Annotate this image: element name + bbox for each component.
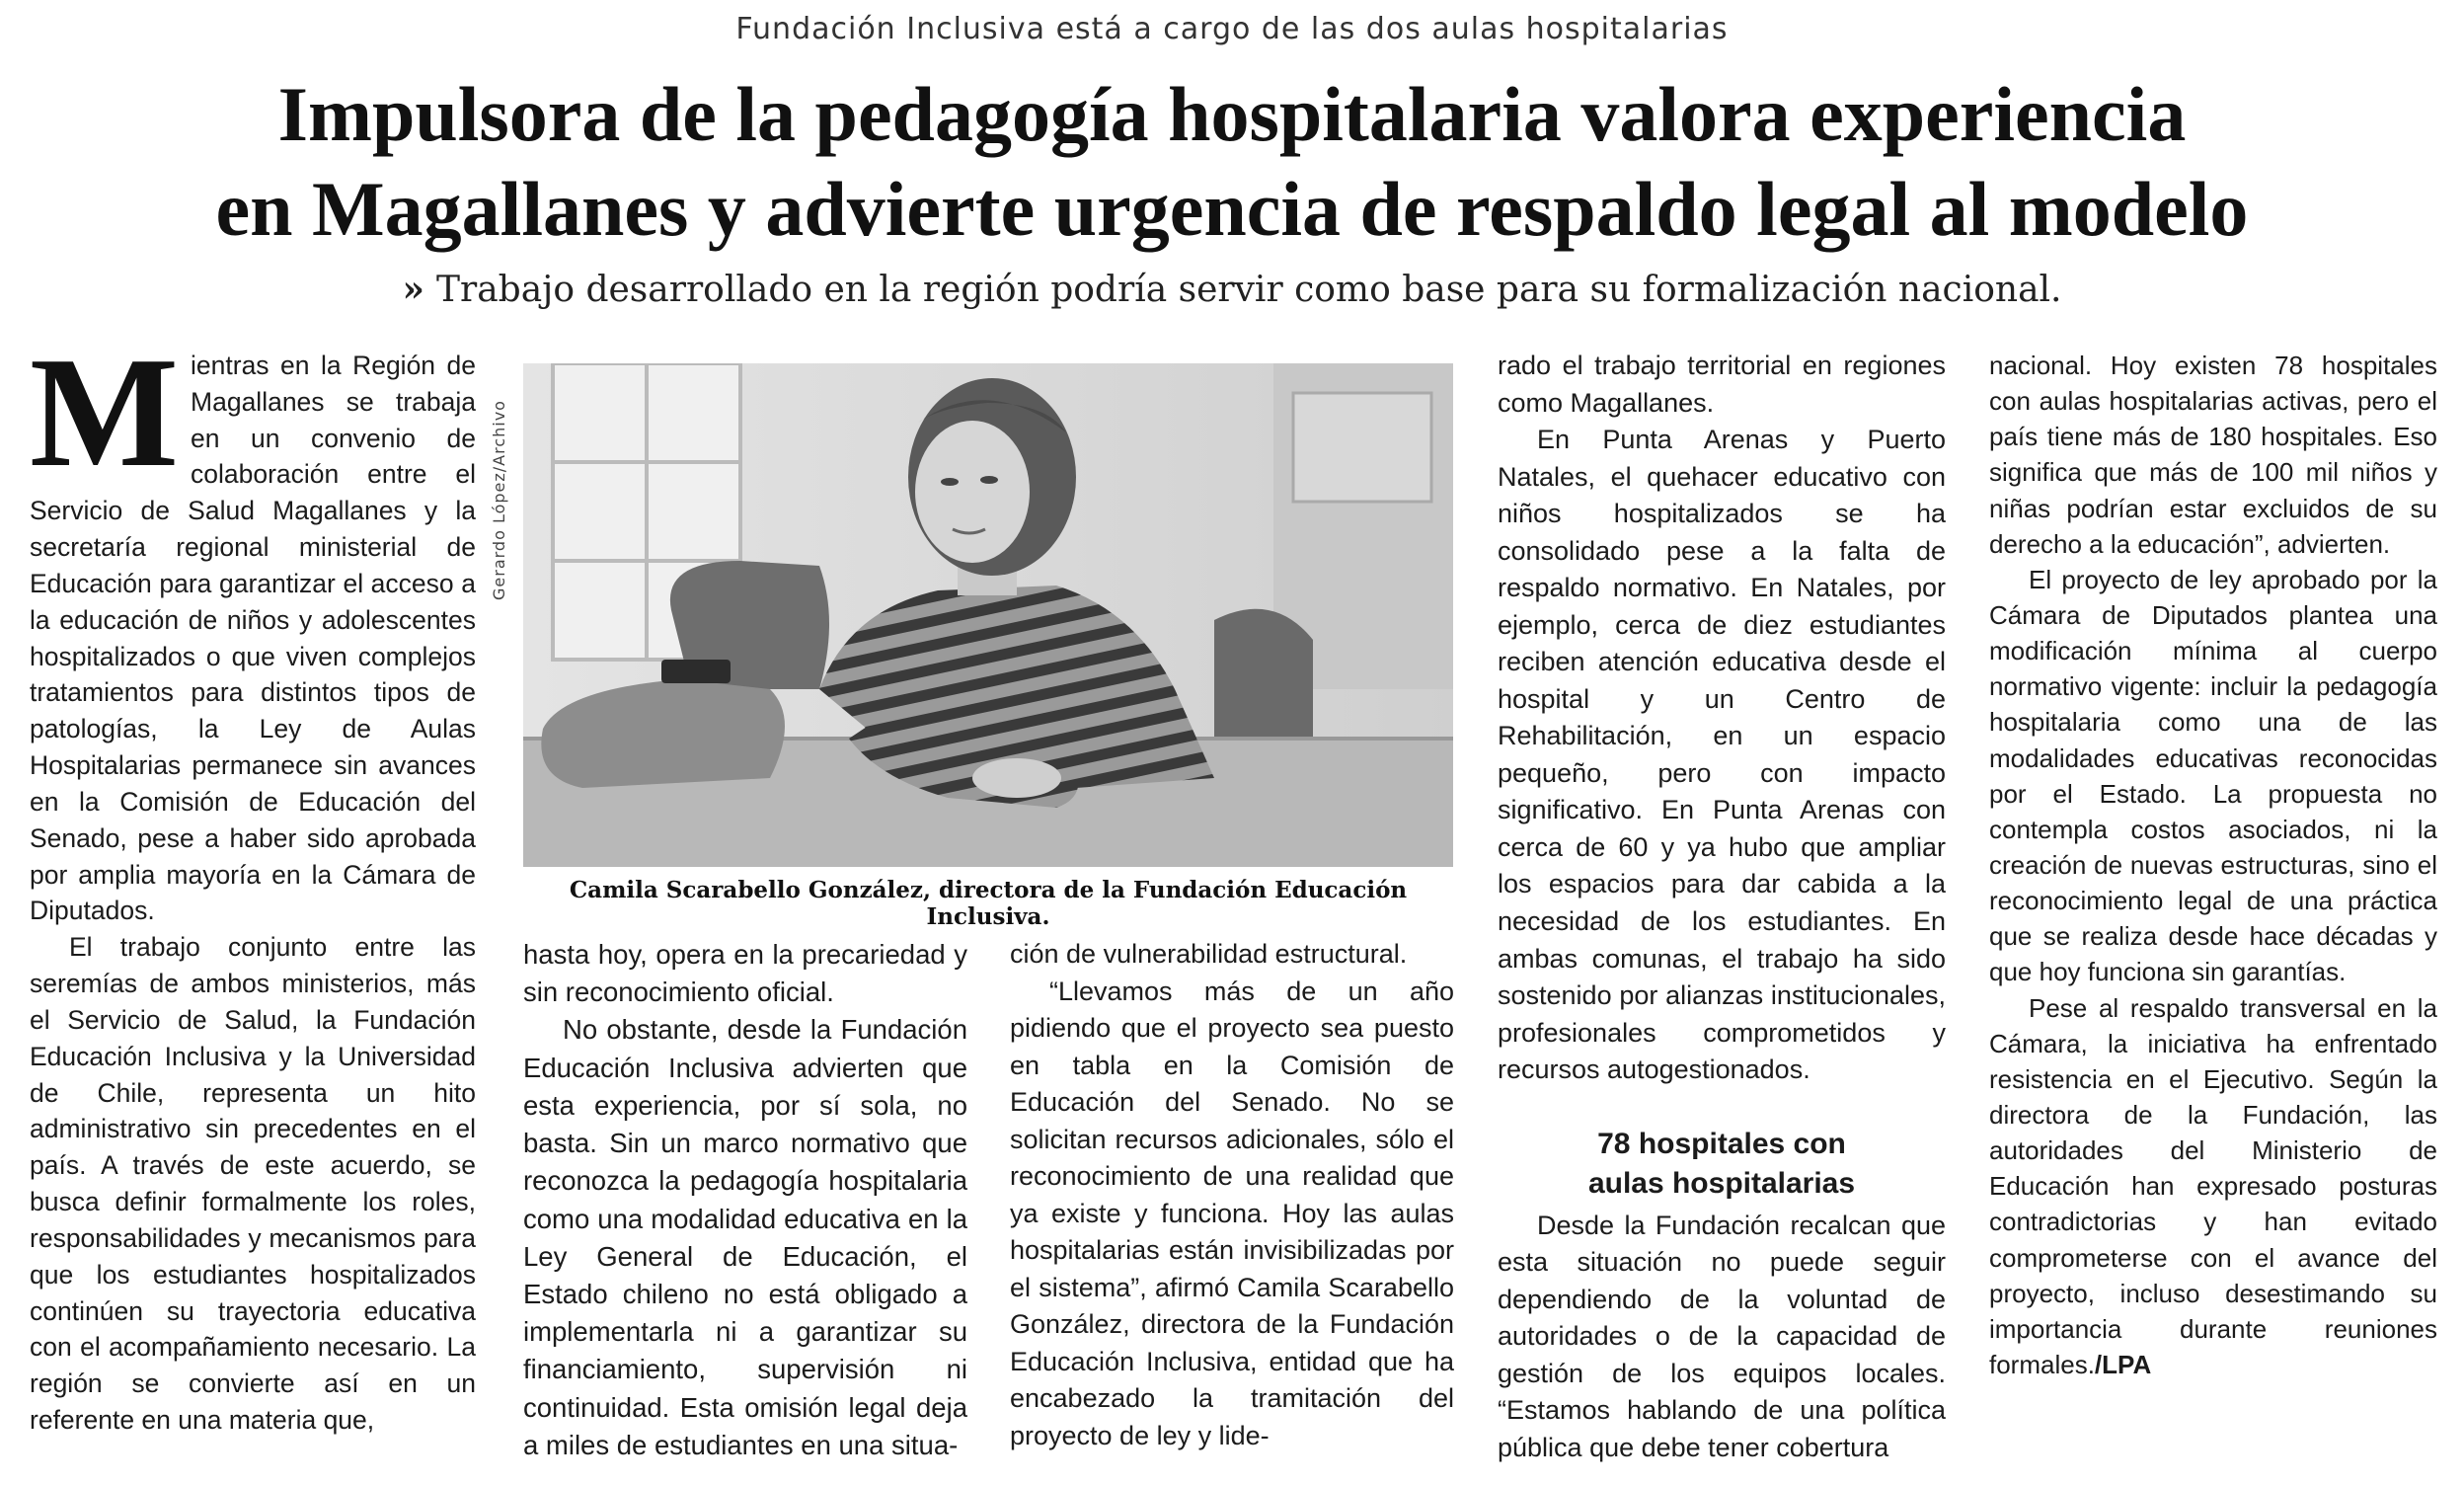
article-column-3 bbox=[1010, 936, 1454, 1474]
subsection-heading-line-1: 78 hospitales con bbox=[1597, 1127, 1846, 1160]
article-column-5 bbox=[1989, 348, 2437, 1473]
article-kicker: Fundación Inclusiva está a cargo de las dos aulas hospitalarias bbox=[735, 12, 1729, 46]
subsection-heading-line-2: aulas hospitalarias bbox=[1587, 1166, 1856, 1200]
paragraph: El proyecto de ley aprobado por la Cámara de Diputados plantea una modificación mínima al cuerpo normativo vigente: incluir la pedagogía hospitalaria como una de las modalidades educativas reconocidas por el Estado. La propuesta no contempla costos asociados, ni la creación de nuevas estructuras, sino el reconocimiento legal de una práctica que se realiza desde hace décadas y que hoy funciona sin garantías. bbox=[1989, 564, 2437, 987]
headline-line-2: en Magallanes y advierte urgencia de respaldo legal al modelo bbox=[215, 166, 2249, 252]
photo-caption: Camila Scarabello González, directora de la Fundación Educación Inclusiva. bbox=[569, 877, 1408, 930]
paragraph: Desde la Fundación recalcan que esta situación no puede seguir dependiendo de la voluntad de autoridades o de la capacidad de gestión de los equipos locales. “Estamos hablando de una política pública que debe tener cobertura bbox=[1498, 1210, 1946, 1462]
article-column-4 bbox=[1498, 348, 1946, 1473]
photo-credit: Gerardo López/Archivo bbox=[490, 400, 508, 600]
article-photo bbox=[523, 363, 1453, 867]
paragraph-text: Pese al respaldo transversal en la Cámara, la iniciativa ha enfrentado resistencia en el Ejecutivo. Según la directora de la Fundación, las autoridades del Ministerio de Educación han expresado posturas contradictorias y han evitado comprometerse con el avance del proyecto, incluso desestimando su importancia durante reuniones formales. bbox=[1989, 992, 2437, 1379]
paragraph: “Llevamos más de un año pidiendo que el proyecto sea puesto en tabla en la Comisión de Educación del Senado. No se solicitan recursos adicionales, sólo el reconocimiento de una realidad que ya existe y funciona. Hoy las aulas hospitalarias están invisibilizadas por el sistema”, afirmó Camila Scarabello González, directora de la Fundación Educación Inclusiva, entidad que ha encabezado la tramitación del proyecto de ley y lide- bbox=[1010, 976, 1454, 1450]
paragraph bbox=[1989, 990, 2437, 1383]
drop-cap: M bbox=[30, 324, 180, 500]
photo-illustration bbox=[523, 363, 1453, 867]
paragraph-text: ientras en la Región de Magallanes se trabaja en un convenio de colaboración entre el Servicio de Salud Magallanes y la secretaría regional ministerial de Educación para garantizar el acceso a la educación de niños y adolescentes hospitalizados o que viven complejos tratamientos para distintos tipos de patologías, la Ley de Aulas Hospitalarias permanece sin avances en la Comisión de Educación del Senado, pese a haber sido aprobada por amplia mayoría en la Cámara de Diputados. bbox=[30, 351, 476, 926]
article-headline bbox=[59, 67, 2405, 257]
paragraph: rado el trabajo territorial en regiones como Magallanes. bbox=[1498, 351, 1946, 418]
subsection-heading bbox=[1498, 1125, 1946, 1204]
paragraph: El trabajo conjunto entre las seremías de ambos ministerios, más el Servicio de Salud, la Fundación Educación Inclusiva y la Universidad de Chile, representa un hito administrativo sin precedentes en el país. A través de este acuerdo, se busca definir formalmente los roles, responsabilidades y mecanismos para que los estudiantes hospitalizados continúen su trayectoria educativa con el acompañamiento necesario. La región se convierte así en un referente en una materia que, bbox=[30, 932, 476, 1436]
paragraph: En Punta Arenas y Puerto Natales, el quehacer educativo con niños hospitalizados se ha consolidado pese a la falta de respaldo normativo. En Natales, por ejemplo, cerca de diez estudiantes reciben atención educativa desde el hospital y un Centro de Rehabilitación, en un espacio pequeño, pero con impacto significativo. En Punta Arenas con cerca de 60 y ya hubo que ampliar los espacios para dar cabida a la necesidad de los estudiantes. En ambas comunas, el trabajo ha sido sostenido por alianzas institucionales, profesionales comprometidos y recursos autogestionados. bbox=[1498, 425, 1946, 1085]
headline-line-1: Impulsora de la pedagogía hospitalaria valora experiencia bbox=[277, 71, 2187, 157]
chevron-right-icon: » bbox=[402, 269, 424, 310]
paragraph: ción de vulnerabilidad estructural. bbox=[1010, 939, 1408, 969]
article-column-1 bbox=[30, 324, 476, 1473]
paragraph: No obstante, desde la Fundación Educación Inclusiva advierten que esta experiencia, por sí sola, no basta. Sin un marco normativo que reconozca la pedagogía hospitalaria como una modalidad educativa en la Ley General de Educación, el Estado chileno no está obligado a implementarla ni a garantizar su financiamiento, supervisión ni continuidad. Esta omisión legal deja a miles de estudiantes en una situa- bbox=[523, 1014, 967, 1460]
article-subhead bbox=[0, 269, 2464, 310]
paragraph: nacional. Hoy existen 78 hospitales con aulas hospitalarias activas, pero el país tiene más de 180 hospitales. Eso significa que más de 100 mil niños y niñas podrían estar excluidos de su derecho a la educación”, advierten. bbox=[1989, 351, 2437, 559]
subhead-text: Trabajo desarrollado en la región podría servir como base para su formalización nacional. bbox=[435, 270, 2062, 310]
paragraph bbox=[30, 324, 476, 929]
paragraph: hasta hoy, opera en la precariedad y sin reconocimiento oficial. bbox=[523, 939, 967, 1008]
article-column-2 bbox=[523, 936, 967, 1474]
author-signoff: /LPA bbox=[2094, 1349, 2152, 1379]
